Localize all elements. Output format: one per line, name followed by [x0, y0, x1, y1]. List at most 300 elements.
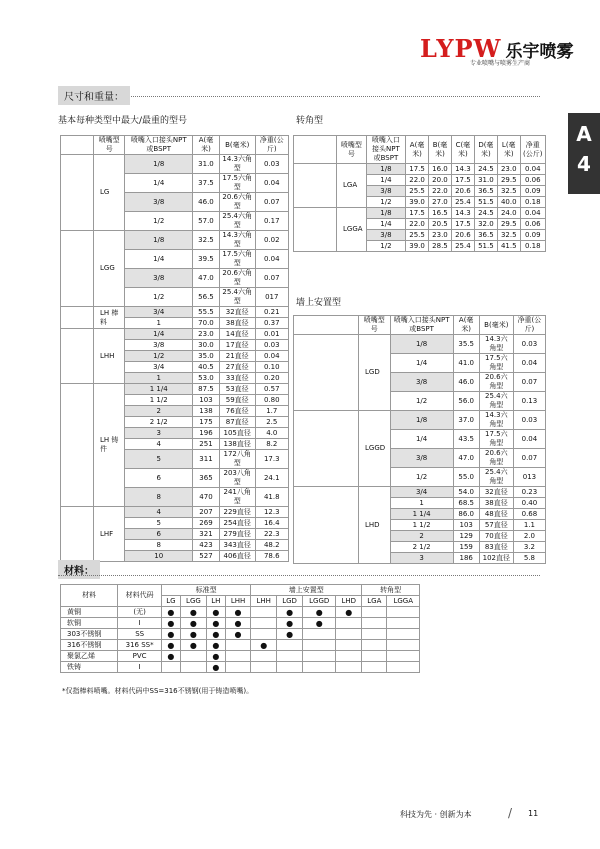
table-row	[61, 618, 420, 629]
table-cell: 20.6六角型	[479, 373, 513, 392]
column-header: LG	[161, 596, 180, 607]
table-cell: 24.1	[255, 469, 288, 488]
side-tab-letter: A	[576, 122, 592, 146]
model-cell: LH 棒料	[94, 307, 125, 329]
availability-mark	[180, 662, 206, 673]
table-cell: 8.2	[255, 439, 288, 450]
table-cell: 406直径	[219, 551, 255, 562]
column-header: 喷嘴入口接头NPT或BSPT	[366, 136, 405, 164]
table-row	[61, 231, 289, 250]
table-cell: 0.68	[513, 509, 545, 520]
table-cell: 70.0	[193, 318, 220, 329]
availability-mark: ●	[277, 607, 303, 618]
table-cell: 3	[125, 428, 193, 439]
nozzle-figure-cell	[294, 411, 359, 487]
table-cell: 25.4六角型	[219, 212, 255, 231]
table-cell: 36.5	[474, 230, 497, 241]
header-divider	[58, 96, 540, 97]
table-cell: 17.5六角型	[479, 354, 513, 373]
table-cell: 2 1/2	[390, 542, 453, 553]
availability-mark	[387, 662, 420, 673]
table-cell: 23.0	[429, 230, 452, 241]
table-cell: 37.5	[193, 174, 220, 193]
column-header: 喷嘴型号	[337, 136, 367, 164]
table-cell: 1/8	[366, 164, 405, 175]
table-cell: 29.5	[497, 219, 520, 230]
table-cell: 40.5	[193, 362, 220, 373]
table-cell: 0.20	[255, 373, 288, 384]
table-cell: 1.1	[513, 520, 545, 531]
column-header: 喷嘴入口接头NPT或BSPT	[125, 136, 193, 155]
table-cell: 30.0	[193, 340, 220, 351]
availability-mark	[362, 618, 387, 629]
table-cell: 1.7	[255, 406, 288, 417]
table-cell: 0.03	[255, 340, 288, 351]
nozzle-figure-cell	[61, 507, 94, 562]
table-cell: 87直径	[219, 417, 255, 428]
table-cell: 57.0	[193, 212, 220, 231]
material-footnote: *仅指棒料喷嘴。材料代码中SS=316不锈钢(用于铸造喷嘴)。	[62, 687, 254, 695]
material-name: 303不锈钢	[61, 629, 118, 640]
table-cell: 3/8	[390, 373, 453, 392]
availability-mark	[362, 607, 387, 618]
table-cell: 1/2	[366, 197, 405, 208]
availability-mark	[387, 651, 420, 662]
side-tab-number: 4	[577, 152, 591, 176]
table-cell: 0.21	[255, 307, 288, 318]
figure-header-cell	[294, 316, 359, 335]
column-header: 净重(公斤)	[255, 136, 288, 155]
table-cell: 41.0	[453, 354, 479, 373]
header-row	[61, 136, 289, 155]
table-cell: 32.5	[497, 186, 520, 197]
table-cell: 4	[125, 507, 193, 518]
table-cell: 87.5	[193, 384, 220, 395]
table-cell: 22.0	[429, 186, 452, 197]
table-cell: 20.6六角型	[219, 269, 255, 288]
table-cell: 14直径	[219, 329, 255, 340]
wall-heading: 墙上安置型	[296, 298, 342, 308]
column-header: LGGD	[303, 596, 336, 607]
table-cell: 1 1/2	[390, 520, 453, 531]
availability-mark	[303, 662, 336, 673]
table-cell: 39.0	[406, 197, 429, 208]
column-header: LGG	[180, 596, 206, 607]
table-cell: 25.5	[406, 186, 429, 197]
availability-mark	[161, 662, 180, 673]
table-cell: 0.09	[520, 230, 545, 241]
table-cell: 2 1/2	[125, 417, 193, 428]
footer-slogan: 科技为先 · 创新为本	[400, 810, 472, 819]
column-header: 喷嘴入口接头NPT或BSPT	[390, 316, 453, 335]
table-cell: 017	[255, 288, 288, 307]
table-cell: 86.0	[453, 509, 479, 520]
table-cell: 27.0	[429, 197, 452, 208]
table-cell: 16.5	[429, 208, 452, 219]
column-header: 净重(公斤)	[520, 136, 545, 164]
availability-mark	[251, 618, 277, 629]
table-cell: 5	[125, 518, 193, 529]
model-cell: LHF	[94, 507, 125, 562]
table-cell: 105直径	[219, 428, 255, 439]
table-cell: 55.0	[453, 468, 479, 487]
table-row	[61, 307, 289, 318]
availability-mark	[277, 662, 303, 673]
table-cell: 17.5六角型	[219, 250, 255, 269]
material-name: 聚氯乙烯	[61, 651, 118, 662]
table-cell: 35.5	[453, 335, 479, 354]
availability-mark: ●	[161, 618, 180, 629]
table-cell: 2.5	[255, 417, 288, 428]
material-code: SS	[118, 629, 162, 640]
table-cell: 68.5	[453, 498, 479, 509]
table-cell: 51.5	[474, 197, 497, 208]
table-cell: 4	[125, 439, 193, 450]
table-cell: 36.5	[474, 186, 497, 197]
table-cell: 0.04	[255, 174, 288, 193]
table-cell: 20.0	[429, 175, 452, 186]
table-row	[294, 411, 546, 430]
table-cell: 6	[125, 529, 193, 540]
table-cell: 70直径	[479, 531, 513, 542]
availability-mark: ●	[277, 618, 303, 629]
availability-mark: ●	[161, 651, 180, 662]
table-cell: 23.0	[193, 329, 220, 340]
table-row	[61, 651, 420, 662]
angle-dimension-table	[293, 135, 546, 252]
table-cell: 1/2	[366, 241, 405, 252]
column-header: L(毫米)	[497, 136, 520, 164]
table-cell: 32直径	[479, 487, 513, 498]
table-row	[61, 507, 289, 518]
table-cell: 172八角型	[219, 450, 255, 469]
table-cell: 1/8	[390, 335, 453, 354]
table-cell: 3.2	[513, 542, 545, 553]
nozzle-figure-cell	[61, 329, 94, 384]
table-cell: 0.07	[513, 449, 545, 468]
table-cell: 20.6六角型	[219, 193, 255, 212]
table-cell: 0.07	[255, 193, 288, 212]
table-cell: 2.0	[513, 531, 545, 542]
logo-mark: LYPW	[420, 34, 502, 63]
table-cell: 1/8	[390, 411, 453, 430]
availability-mark: ●	[180, 640, 206, 651]
table-cell: 0.17	[255, 212, 288, 231]
table-cell: 20.6	[451, 186, 474, 197]
model-cell: LHD	[359, 487, 391, 564]
availability-mark	[251, 607, 277, 618]
model-cell: LGA	[337, 164, 367, 208]
availability-mark: ●	[277, 629, 303, 640]
availability-mark	[303, 651, 336, 662]
table-cell: 0.10	[255, 362, 288, 373]
table-row	[61, 662, 420, 673]
column-header: A(毫米)	[406, 136, 429, 164]
table-cell: 3/8	[125, 340, 193, 351]
table-cell: 0.23	[513, 487, 545, 498]
table-cell: 3/8	[125, 193, 193, 212]
table-cell: 24.5	[474, 164, 497, 175]
availability-mark: ●	[206, 640, 225, 651]
column-header: LHD	[336, 596, 362, 607]
table-cell: 0.04	[255, 351, 288, 362]
table-cell: 311	[193, 450, 220, 469]
table-cell: 3/8	[366, 230, 405, 241]
table-cell: 17.3	[255, 450, 288, 469]
table-cell: 16.4	[255, 518, 288, 529]
table-cell: 2	[125, 406, 193, 417]
column-header: 喷嘴型号	[359, 316, 391, 335]
availability-mark	[277, 651, 303, 662]
table-cell: 78.6	[255, 551, 288, 562]
table-cell: 83直径	[479, 542, 513, 553]
table-cell: 25.5	[406, 230, 429, 241]
column-header: 净重(公斤)	[513, 316, 545, 335]
table-cell: 241八角型	[219, 488, 255, 507]
table-cell: 0.04	[513, 354, 545, 373]
availability-mark: ●	[206, 607, 225, 618]
footer-separator: /	[508, 806, 513, 820]
table-cell: 25.4	[451, 197, 474, 208]
availability-mark	[251, 629, 277, 640]
table-cell: 32.5	[193, 231, 220, 250]
angle-heading: 转角型	[296, 116, 324, 126]
model-cell: LGG	[94, 231, 125, 307]
table-row	[61, 155, 289, 174]
table-cell: 14.3	[451, 208, 474, 219]
availability-mark: ●	[206, 618, 225, 629]
table-cell: 17.5六角型	[479, 430, 513, 449]
table-cell: 1/4	[366, 175, 405, 186]
availability-mark: ●	[180, 618, 206, 629]
table-cell: 31.0	[474, 175, 497, 186]
table-cell: 0.04	[520, 208, 545, 219]
table-cell: 24.0	[497, 208, 520, 219]
table-cell: 31.0	[193, 155, 220, 174]
table-cell: 56.5	[193, 288, 220, 307]
table-cell: 527	[193, 551, 220, 562]
table-cell: 0.09	[520, 186, 545, 197]
table-cell: 53直径	[219, 384, 255, 395]
table-cell: 0.03	[513, 335, 545, 354]
table-row	[61, 384, 289, 395]
table-cell: 0.03	[513, 411, 545, 430]
table-cell: 29.5	[497, 175, 520, 186]
table-cell: 47.0	[453, 449, 479, 468]
table-cell: 10	[125, 551, 193, 562]
column-header: LHH	[251, 596, 277, 607]
table-cell: 279直径	[219, 529, 255, 540]
model-cell: LGGA	[337, 208, 367, 252]
table-cell: 321	[193, 529, 220, 540]
table-cell: 53.0	[193, 373, 220, 384]
column-header: 转角型	[362, 585, 420, 596]
nozzle-figure-cell	[61, 155, 94, 231]
table-cell: 013	[513, 468, 545, 487]
material-code: 316 SS*	[118, 640, 162, 651]
table-cell: 1/4	[366, 219, 405, 230]
table-cell: 23.0	[497, 164, 520, 175]
wall-dimension-table	[293, 315, 546, 564]
table-cell: 251	[193, 439, 220, 450]
nozzle-figure-cell	[61, 307, 94, 329]
table-cell: 3/8	[390, 449, 453, 468]
availability-mark	[362, 662, 387, 673]
availability-mark: ●	[206, 651, 225, 662]
table-cell: 43.5	[453, 430, 479, 449]
table-cell: 20.6	[451, 230, 474, 241]
table-cell: 3/4	[390, 487, 453, 498]
table-cell: 343直径	[219, 540, 255, 551]
table-cell: 138直径	[219, 439, 255, 450]
availability-mark: ●	[251, 640, 277, 651]
availability-mark	[336, 651, 362, 662]
table-cell: 25.4六角型	[479, 468, 513, 487]
availability-mark	[251, 662, 277, 673]
table-cell: 186	[453, 553, 479, 564]
table-cell: 40.0	[497, 197, 520, 208]
table-cell: 47.0	[193, 269, 220, 288]
table-cell: 1/4	[390, 354, 453, 373]
table-cell: 38直径	[479, 498, 513, 509]
material-divider	[58, 575, 540, 576]
material-name: 316不锈钢	[61, 640, 118, 651]
brand-tagline: 专业喷嘴与喷雾生产商	[470, 60, 531, 67]
table-cell: 103	[453, 520, 479, 531]
table-cell: 0.40	[513, 498, 545, 509]
table-cell: 37.0	[453, 411, 479, 430]
availability-mark	[362, 651, 387, 662]
table-cell: 35.0	[193, 351, 220, 362]
table-cell: 1/2	[125, 212, 193, 231]
column-header: LGA	[362, 596, 387, 607]
column-header: C(毫米)	[451, 136, 474, 164]
main-heading: 基本每种类型中最大/最重的型号	[58, 116, 188, 126]
table-cell: 0.03	[255, 155, 288, 174]
table-cell: 32.0	[474, 219, 497, 230]
table-cell: 6	[125, 469, 193, 488]
nozzle-figure-cell	[294, 487, 359, 564]
table-cell: 46.0	[453, 373, 479, 392]
table-cell: 1/2	[390, 392, 453, 411]
column-header: B(毫米)	[219, 136, 255, 155]
table-cell: 16.0	[429, 164, 452, 175]
availability-mark: ●	[225, 607, 251, 618]
table-cell: 229直径	[219, 507, 255, 518]
table-cell: 196	[193, 428, 220, 439]
table-cell: 17.5六角型	[219, 174, 255, 193]
model-cell: LHH	[94, 329, 125, 384]
table-cell: 24.5	[474, 208, 497, 219]
column-header: 材料代码	[118, 585, 162, 607]
table-cell: 22.0	[406, 175, 429, 186]
table-cell: 39.0	[406, 241, 429, 252]
main-dimension-table	[60, 135, 289, 562]
availability-mark: ●	[161, 640, 180, 651]
table-cell: 0.37	[255, 318, 288, 329]
table-cell: 1 1/2	[125, 395, 193, 406]
section-size-title: 尺寸和重量：	[58, 86, 130, 105]
table-cell: 32.5	[497, 230, 520, 241]
table-cell: 2	[390, 531, 453, 542]
table-cell: 41.8	[255, 488, 288, 507]
table-cell: 25.4六角型	[219, 288, 255, 307]
availability-mark: ●	[180, 607, 206, 618]
table-cell: 32直径	[219, 307, 255, 318]
table-cell: 22.0	[406, 219, 429, 230]
availability-mark: ●	[303, 618, 336, 629]
availability-mark	[362, 629, 387, 640]
table-cell: 17.5	[406, 164, 429, 175]
nozzle-figure-cell	[294, 335, 359, 411]
table-row	[294, 208, 546, 219]
availability-mark: ●	[180, 629, 206, 640]
column-header: LGD	[277, 596, 303, 607]
availability-mark	[303, 629, 336, 640]
table-cell: 1 1/4	[125, 384, 193, 395]
table-cell: 1/2	[125, 288, 193, 307]
table-cell: 38直径	[219, 318, 255, 329]
table-cell: 1	[390, 498, 453, 509]
brand-name: 乐宇喷雾	[505, 42, 574, 62]
table-cell: 203八角型	[219, 469, 255, 488]
table-row	[294, 487, 546, 498]
availability-mark: ●	[303, 607, 336, 618]
table-cell: 20.6六角型	[479, 449, 513, 468]
table-cell: 1/8	[366, 208, 405, 219]
table-cell: 3/8	[125, 269, 193, 288]
availability-mark	[336, 640, 362, 651]
availability-mark	[225, 662, 251, 673]
material-name: 铁铸	[61, 662, 118, 673]
table-cell: 470	[193, 488, 220, 507]
table-cell: 1	[125, 318, 193, 329]
table-cell: 0.04	[255, 250, 288, 269]
column-header: 喷嘴型号	[94, 136, 125, 155]
table-cell: 14.3六角型	[479, 335, 513, 354]
table-cell: 175	[193, 417, 220, 428]
page-number: 11	[528, 809, 539, 818]
availability-mark	[387, 607, 420, 618]
table-cell: 17.5	[406, 208, 429, 219]
column-header: LHH	[225, 596, 251, 607]
availability-mark	[303, 640, 336, 651]
column-header: 标准型	[161, 585, 250, 596]
availability-mark	[180, 651, 206, 662]
model-cell: LH 铸件	[94, 384, 125, 507]
table-cell: 269	[193, 518, 220, 529]
table-cell: 27直径	[219, 362, 255, 373]
column-header: 材料	[61, 585, 118, 607]
table-cell: 1/4	[390, 430, 453, 449]
figure-header-cell	[294, 136, 337, 164]
table-cell: 207	[193, 507, 220, 518]
table-cell: 0.04	[513, 430, 545, 449]
table-cell: 57直径	[479, 520, 513, 531]
table-cell: 1 1/4	[390, 509, 453, 520]
header-row	[294, 316, 546, 335]
nozzle-figure-cell	[294, 164, 337, 208]
table-cell: 0.13	[513, 392, 545, 411]
table-cell: 39.5	[193, 250, 220, 269]
material-code: I	[118, 662, 162, 673]
table-row	[61, 629, 420, 640]
table-cell: 1/2	[390, 468, 453, 487]
table-cell: 55.5	[193, 307, 220, 318]
availability-mark	[387, 618, 420, 629]
section-material-title: 材料：	[58, 560, 100, 579]
table-cell: 25.4	[451, 241, 474, 252]
